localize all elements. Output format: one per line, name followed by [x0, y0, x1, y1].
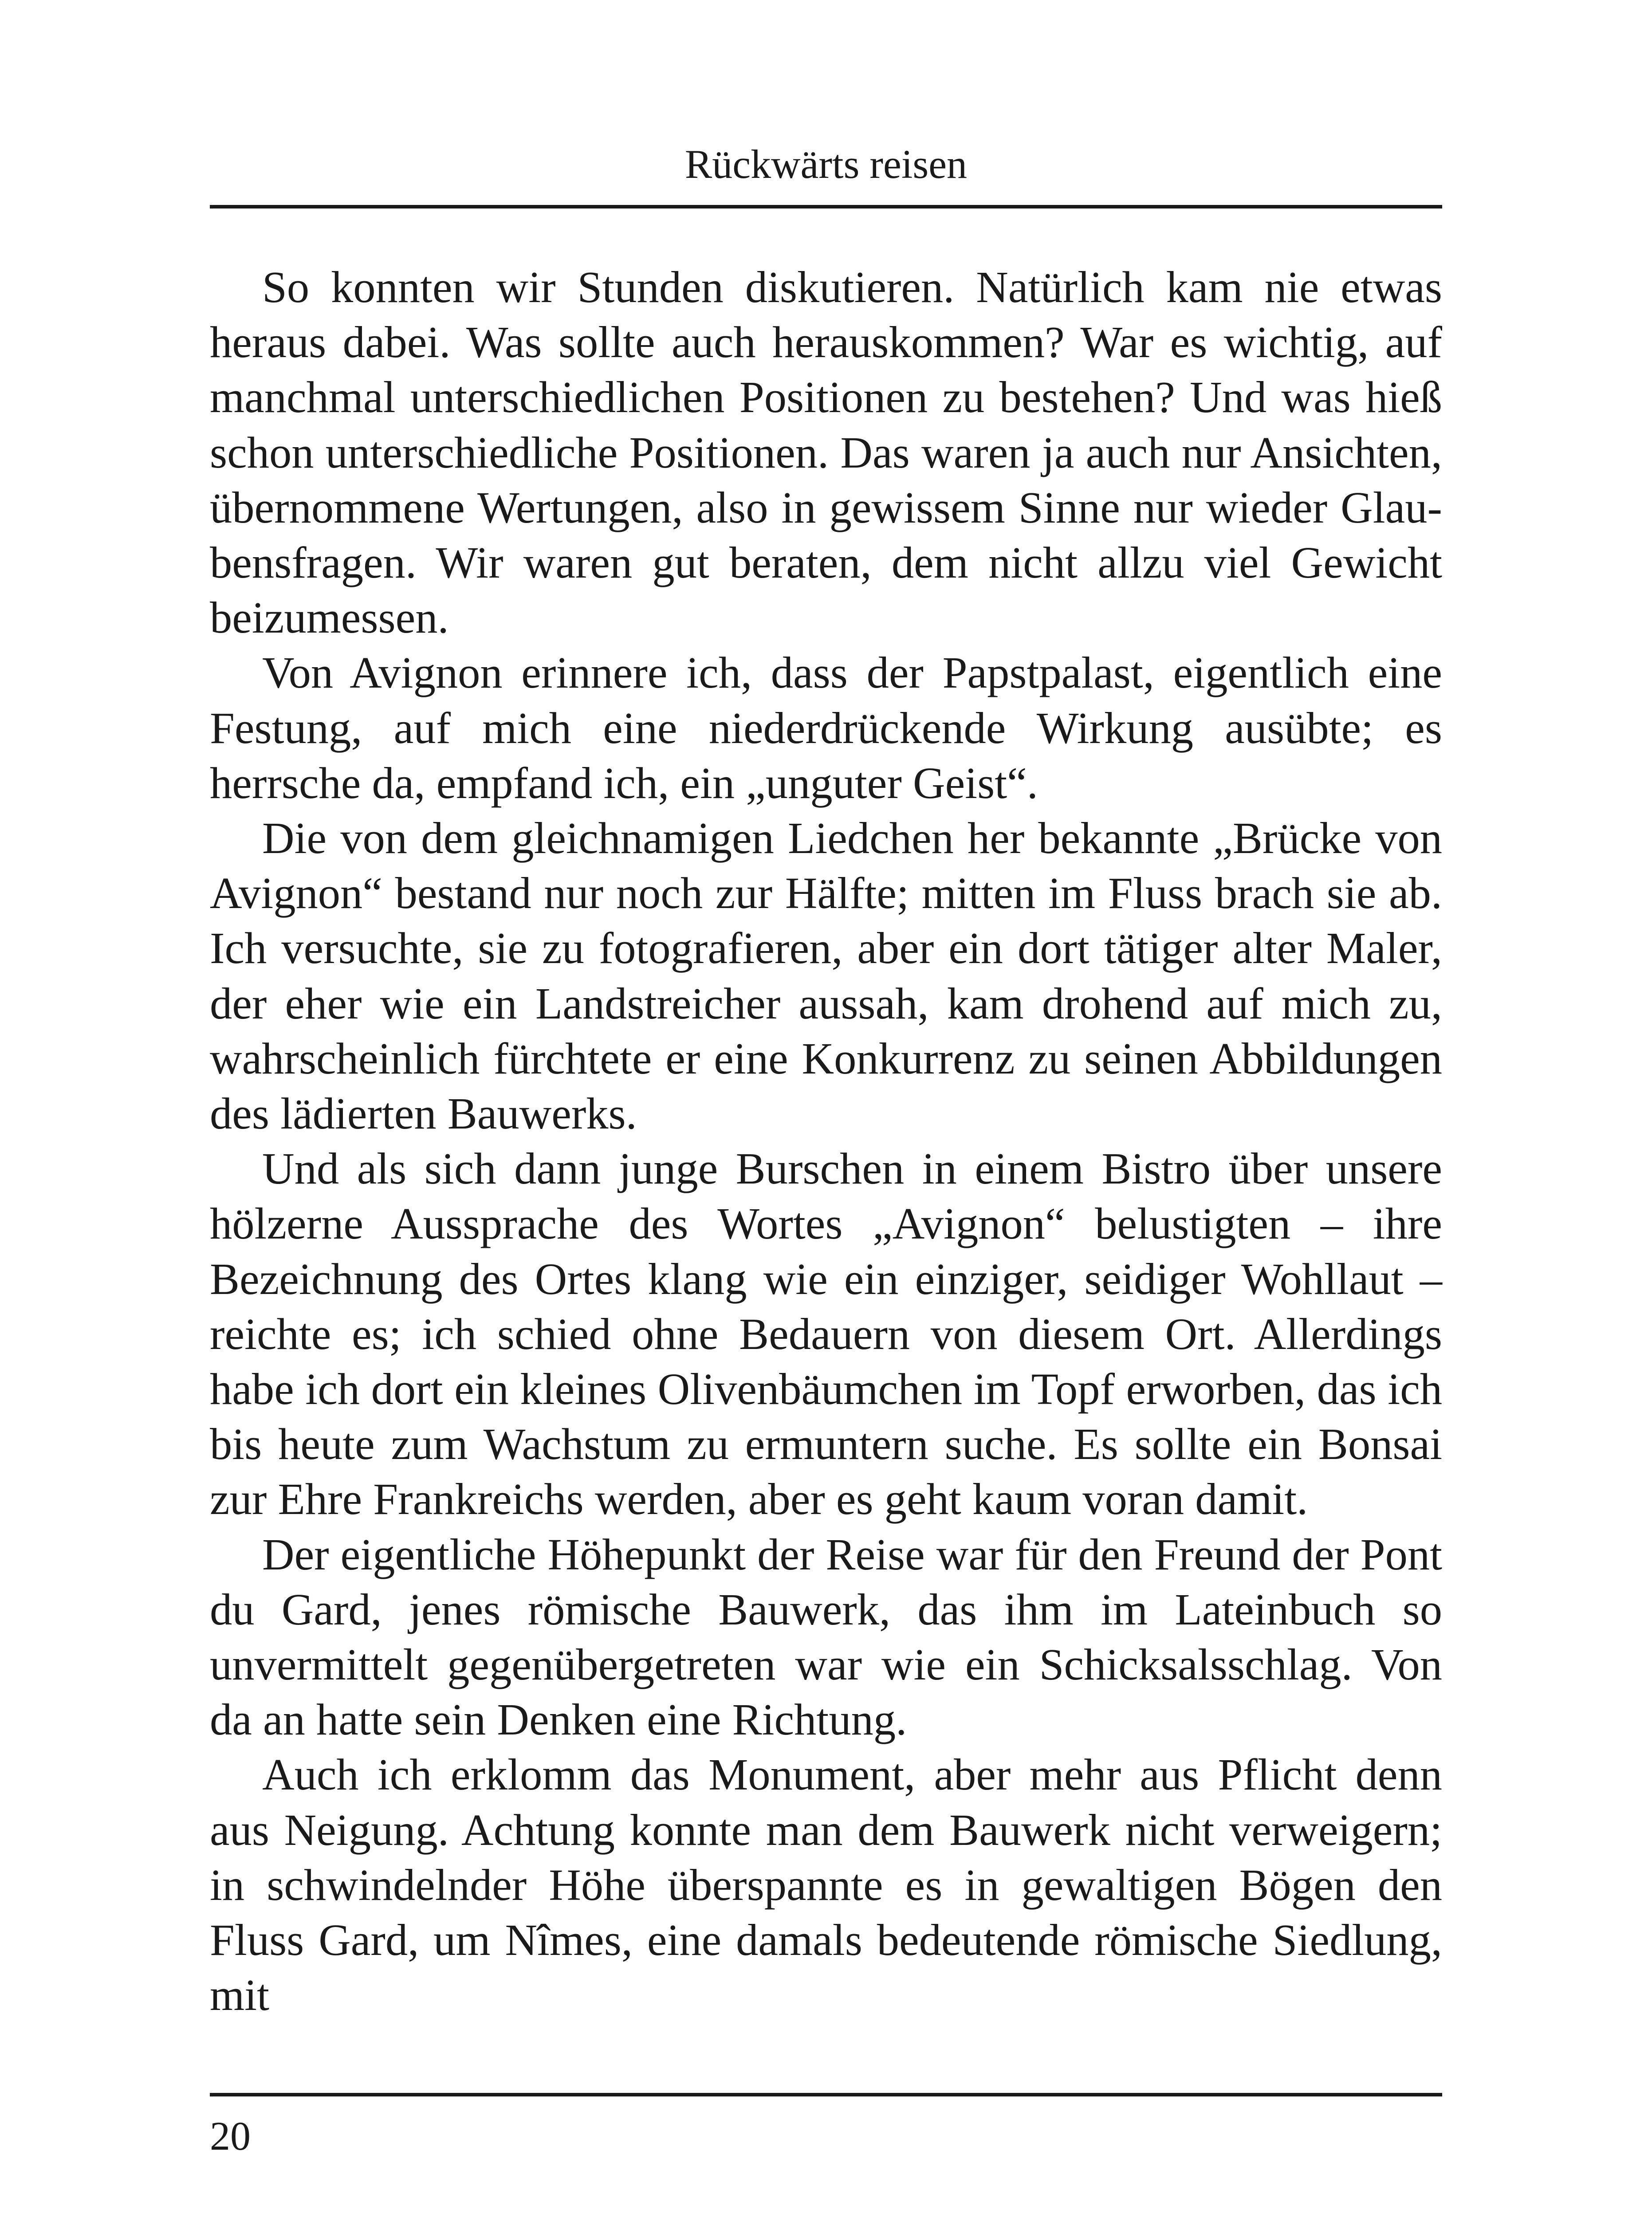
footer-rule — [210, 2093, 1442, 2096]
paragraph: Der eigentliche Höhepunkt der Reise war für den Freund der Pont du Gard, jenes römische Bauwerk, das ihm im Lateinbuch so unvermittelt gegenübergetreten war wie ein Schicksalsschlag. Von da an hatte sein Denken eine Richtung. — [210, 1529, 1442, 1745]
page-number: 20 — [210, 2113, 251, 2159]
paragraph: Die von dem gleichnamigen Liedchen her bekannte „Brücke von Avignon“ bestand nur noch zur Hälfte; mitten im Fluss brach sie ab. Ich versuchte, sie zu fotografieren, aber ein dort tätiger alter Maler, der eher wie ein Landstreicher aussah, kam drohend auf mich zu, wahrscheinlich fürchtete er eine Konkurrenz zu seinen Abbildungen des lädierten Bauwerks. — [210, 813, 1442, 1139]
paragraph: Von Avignon erinnere ich, dass der Papstpalast, eigentlich eine Festung, auf mich eine niederdrückende Wirkung ausübte; es herrsche da, empfand ich, ein „unguter Geist“. — [210, 648, 1442, 808]
paragraph: Und als sich dann junge Burschen in einem Bistro über unsere hölzerne Aussprache des Wortes „Avignon“ belustigten – ihre Bezeichnung des Ortes klang wie ein einziger, seidiger Wohllaut – reichte es; ich schied ohne Bedauern von diesem Ort. Allerdings habe ich dort ein kleines Olivenbäumchen im Topf erworben, das ich bis heute zum Wachstum zu ermuntern suche. Es sollte ein Bonsai zur Ehre Frankreichs werden, aber es geht kaum voran damit. — [210, 1144, 1442, 1524]
paragraph: So konnten wir Stunden diskutieren. Natürlich kam nie etwas heraus dabei. Was sollte auch herauskommen? War es wichtig, auf manchmal unterschiedlichen Positionen zu bestehen? Und was hieß schon unterschiedliche Positionen. Das waren ja auch nur Ansichten, übernommene Wertungen, also in gewissem Sinne nur wieder Glaubensfragen. Wir waren gut beraten, dem nicht allzu viel Gewicht beizumessen. — [210, 262, 1442, 643]
paragraph: Auch ich erklomm das Monument, aber mehr aus Pflicht denn aus Neigung. Achtung konnte man dem Bauwerk nicht verweigern; in schwindelnder Höhe überspannte es in gewaltigen Bögen den Fluss Gard, um Nîmes, eine damals bedeutende römische Siedlung, mit — [210, 1750, 1442, 2020]
body-text — [210, 260, 1442, 2023]
header-rule — [210, 205, 1442, 208]
running-head: Rückwärts reisen — [684, 142, 968, 187]
